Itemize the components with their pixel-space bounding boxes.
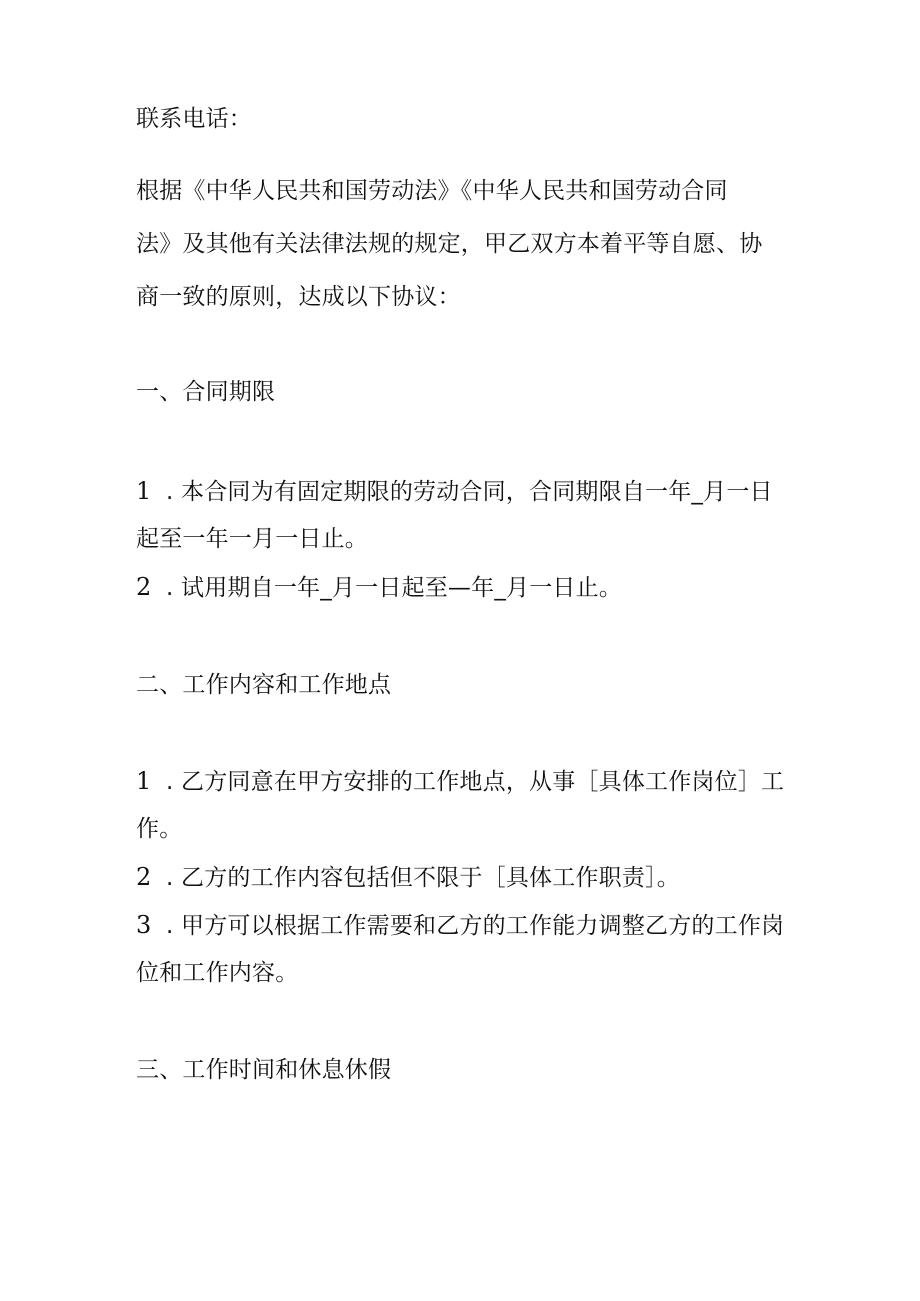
item-text: . 乙方的工作内容包括但不限于［具体工作职责］。 — [166, 865, 680, 891]
item-number: 1 — [136, 477, 152, 505]
item-number: 2 — [136, 863, 152, 891]
section-2-item-1 — [136, 766, 784, 797]
section-2-heading: 二、工作内容和工作地点 — [136, 672, 392, 698]
item-number: 3 — [136, 911, 152, 939]
section-1-item-2 — [136, 572, 622, 603]
section-2-item-3 — [136, 910, 784, 941]
contact-phone-label: 联系电话： — [136, 106, 252, 132]
item-number: 1 — [136, 767, 152, 795]
section-2-item-3-continued: 位和工作内容。 — [136, 960, 299, 986]
item-text: . 试用期自一年_月一日起至—年_月一日止。 — [166, 575, 623, 601]
section-2-item-2 — [136, 862, 680, 893]
item-text: . 乙方同意在甲方安排的工作地点，从事［具体工作岗位］工 — [166, 769, 785, 795]
section-1-item-1 — [136, 476, 773, 507]
intro-line-1: 根据《中华人民共和国劳动法》《中华人民共和国劳动合同 — [136, 178, 728, 204]
item-number: 2 — [136, 573, 152, 601]
section-1-heading: 一、合同期限 — [136, 379, 276, 405]
intro-line-2: 法》及其他有关法律法规的规定，甲乙双方本着平等自愿、协 — [136, 231, 763, 257]
section-1-item-1-continued: 起至一年一月一日止。 — [136, 526, 368, 552]
section-2-item-1-continued: 作。 — [136, 816, 183, 842]
item-text: . 甲方可以根据工作需要和乙方的工作能力调整乙方的工作岗 — [166, 913, 785, 939]
intro-line-3: 商一致的原则，达成以下协议： — [136, 284, 461, 310]
section-3-heading: 三、工作时间和休息休假 — [136, 1057, 392, 1083]
item-text: . 本合同为有固定期限的劳动合同，合同期限自一年_月一日 — [166, 479, 773, 505]
